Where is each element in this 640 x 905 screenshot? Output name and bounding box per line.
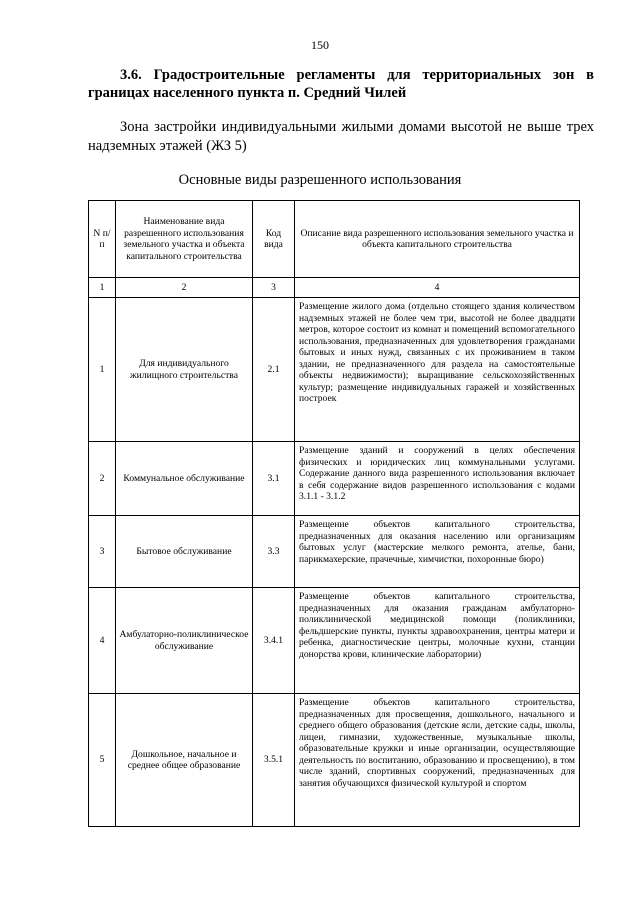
row-desc: Размещение жилого дома (отдельно стоящего здания количеством надземных этажей не более чем три, высотой не более двадцати метров, которое состоит из комнат и помещений вспомогательного использования, предназначенных для удовлетворения гражданами бытовых и иных нужд, связанных с их проживанием в таком здании, не предназначенного для раздела на самостоятельные объекты недвижимости); выращивание сельскохозяйственных культур; размещение индивидуальных гаражей и хозяйственных построек <box>295 298 580 442</box>
column-number-row <box>89 278 580 298</box>
table-row <box>89 298 580 442</box>
table-row <box>89 588 580 694</box>
column-number: 2 <box>116 278 253 298</box>
column-number: 4 <box>295 278 580 298</box>
zone-title: Зона застройки индивидуальными жилыми домами высотой не выше трех надземных этажей (ЖЗ 5) <box>88 119 594 154</box>
row-name: Бытовое обслуживание <box>116 516 253 588</box>
page-number: 150 <box>311 38 329 52</box>
row-desc: Размещение объектов капитального строительства, предназначенных для оказания гражданам амбулаторно-поликлинической медицинской помощи (поликлиники, фельдшерские пункты, пункты здравоохранения, центры матери и ребенка, диагностические центры, молочные кухни, станции донорства крови, клинические лаборатории) <box>295 588 580 694</box>
table-row <box>89 442 580 516</box>
row-num: 4 <box>89 588 116 694</box>
row-code: 3.4.1 <box>253 588 295 694</box>
header-num: N п/п <box>89 201 116 278</box>
permitted-use-table <box>88 200 580 827</box>
row-name: Амбулаторно-поликлиническое обслуживание <box>116 588 253 694</box>
row-desc: Размещение объектов капитального строительства, предназначенных для оказания населению или организациям бытовых услуг (мастерские мелкого ремонта, ателье, бани, парикмахерские, прачечные, химчистки, похоронные бюро) <box>295 516 580 588</box>
row-desc: Размещение объектов капитального строительства, предназначенных для просвещения, дошкольного, начального и среднего общего образования (детские ясли, детские сады, школы, лицеи, гимназии, художественные, музыкальные школы, образовательные кружки и иные организации, осуществляющие деятельность по воспитанию, образованию и просвещению), в том числе зданий, спортивных сооружений, предназначенных для занятия обучающихся физической культурой и спортом <box>295 694 580 827</box>
header-name: Наименование вида разрешенного использования земельного участка и объекта капитального строительства <box>116 201 253 278</box>
column-number: 3 <box>253 278 295 298</box>
row-name: Дошкольное, начальное и среднее общее образование <box>116 694 253 827</box>
row-num: 5 <box>89 694 116 827</box>
column-number: 1 <box>89 278 116 298</box>
section-heading: 3.6. Градостроительные регламенты для территориальных зон в границах населенного пункта п. Средний Чилей <box>88 67 594 101</box>
header-desc: Описание вида разрешенного использования земельного участка и объекта капитального строительства <box>295 201 580 278</box>
row-code: 3.3 <box>253 516 295 588</box>
table-row <box>89 516 580 588</box>
header-code: Код вида <box>253 201 295 278</box>
row-name: Коммунальное обслуживание <box>116 442 253 516</box>
row-code: 3.5.1 <box>253 694 295 827</box>
table-row <box>89 694 580 827</box>
row-code: 2.1 <box>253 298 295 442</box>
table-caption: Основные виды разрешенного использования <box>178 172 462 188</box>
row-num: 3 <box>89 516 116 588</box>
row-desc: Размещение зданий и сооружений в целях обеспечения физических и юридических лиц коммунальными услугами. Содержание данного вида разрешенного использования включает в себя содержание видов разрешенного использования с кодами 3.1.1 - 3.1.2 <box>295 442 580 516</box>
row-name: Для индивидуального жилищного строительства <box>116 298 253 442</box>
row-num: 1 <box>89 298 116 442</box>
row-code: 3.1 <box>253 442 295 516</box>
table-header-row <box>89 201 580 278</box>
row-num: 2 <box>89 442 116 516</box>
